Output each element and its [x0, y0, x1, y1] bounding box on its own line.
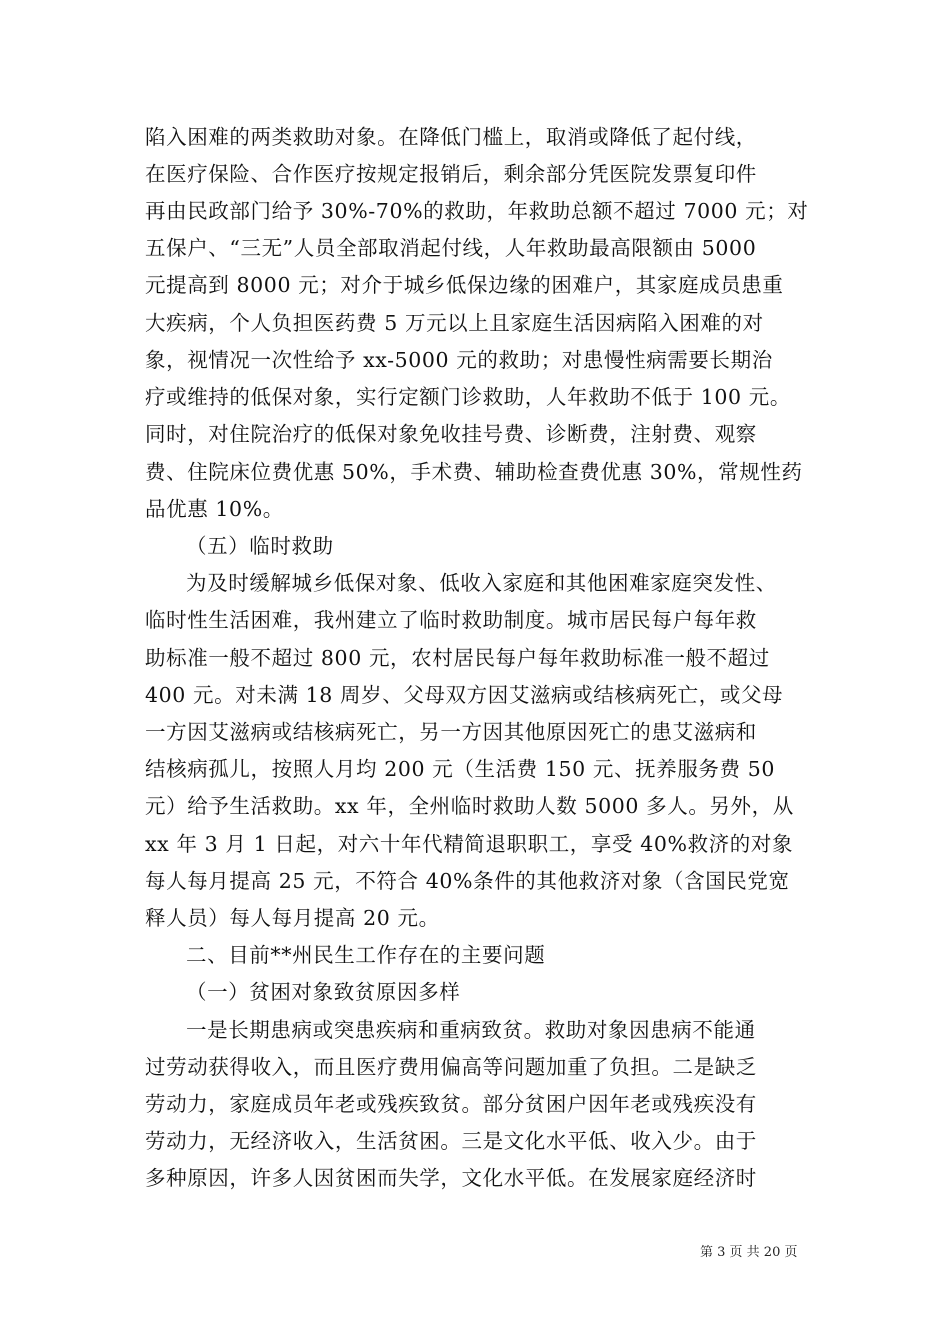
text-line: 元提高到 8000 元；对介于城乡低保边缘的困难户，其家庭成员患重 [145, 273, 784, 297]
text-line: 在医疗保险、合作医疗按规定报销后，剩余部分凭医院发票复印件 [145, 162, 757, 186]
section-heading: （五）临时救助 [186, 534, 334, 558]
text-line: 每人每月提高 25 元，不符合 40%条件的其他救济对象（含国民党宽 [145, 869, 790, 893]
text-line: 同时，对住院治疗的低保对象免收挂号费、诊断费，注射费、观察 [145, 422, 757, 446]
text-line: xx 年 3 月 1 日起，对六十年代精简退职职工，享受 40%救济的对象 [145, 832, 794, 856]
text-line: 助标准一般不超过 800 元，农村居民每户每年救助标准一般不超过 [145, 646, 770, 670]
text-line: 费、住院床位费优惠 50%，手术费、辅助检查费优惠 30%，常规性药 [145, 460, 803, 484]
text-line: 释人员）每人每月提高 20 元。 [145, 906, 440, 930]
text-line: 陷入困难的两类救助对象。在降低门槛上，取消或降低了起付线， [145, 125, 757, 149]
text-line: 疗或维持的低保对象，实行定额门诊救助，人年救助不低于 100 元。 [145, 385, 791, 409]
text-line: 大疾病，个人负担医药费 5 万元以上且家庭生活因病陷入困难的对 [145, 311, 764, 335]
paragraph-first-line: 为及时缓解城乡低保对象、低收入家庭和其他困难家庭突发性、 [186, 571, 777, 595]
text-line: 400 元。对未满 18 周岁、父母双方因艾滋病或结核病死亡，或父母 [145, 683, 784, 707]
text-line: 劳动力，家庭成员年老或残疾致贫。部分贫困户因年老或残疾没有 [145, 1092, 757, 1116]
text-line: 劳动力，无经济收入，生活贫困。三是文化水平低、收入少。由于 [145, 1129, 757, 1153]
text-line: 一方因艾滋病或结核病死亡，另一方因其他原因死亡的患艾滋病和 [145, 720, 757, 744]
page-number-footer: 第 3 页 共 20 页 [700, 1245, 798, 1260]
text-line: 再由民政部门给予 30%-70%的救助，年救助总额不超过 7000 元；对 [145, 199, 809, 223]
text-line: 结核病孤儿，按照人月均 200 元（生活费 150 元、抚养服务费 50 [145, 757, 776, 781]
subsection-heading: （一）贫困对象致贫原因多样 [186, 980, 461, 1004]
text-line: 品优惠 10%。 [145, 497, 284, 521]
paragraph-first-line: 一是长期患病或突患疾病和重病致贫。救助对象因患病不能通 [186, 1018, 756, 1042]
text-line: 五保户、“三无”人员全部取消起付线，人年救助最高限额由 5000 [145, 236, 757, 260]
text-line: 元）给予生活救助。xx 年，全州临时救助人数 5000 多人。另外，从 [145, 794, 794, 818]
text-line: 过劳动获得收入，而且医疗费用偏高等问题加重了负担。二是缺乏 [145, 1055, 757, 1079]
text-line: 临时性生活困难，我州建立了临时救助制度。城市居民每户每年救 [145, 608, 757, 632]
text-line: 象，视情况一次性给予 xx-5000 元的救助；对患慢性病需要长期治 [145, 348, 773, 372]
section-heading: 二、目前**州民生工作存在的主要问题 [186, 943, 546, 967]
text-line: 多种原因，许多人因贫困而失学，文化水平低。在发展家庭经济时 [145, 1166, 757, 1190]
